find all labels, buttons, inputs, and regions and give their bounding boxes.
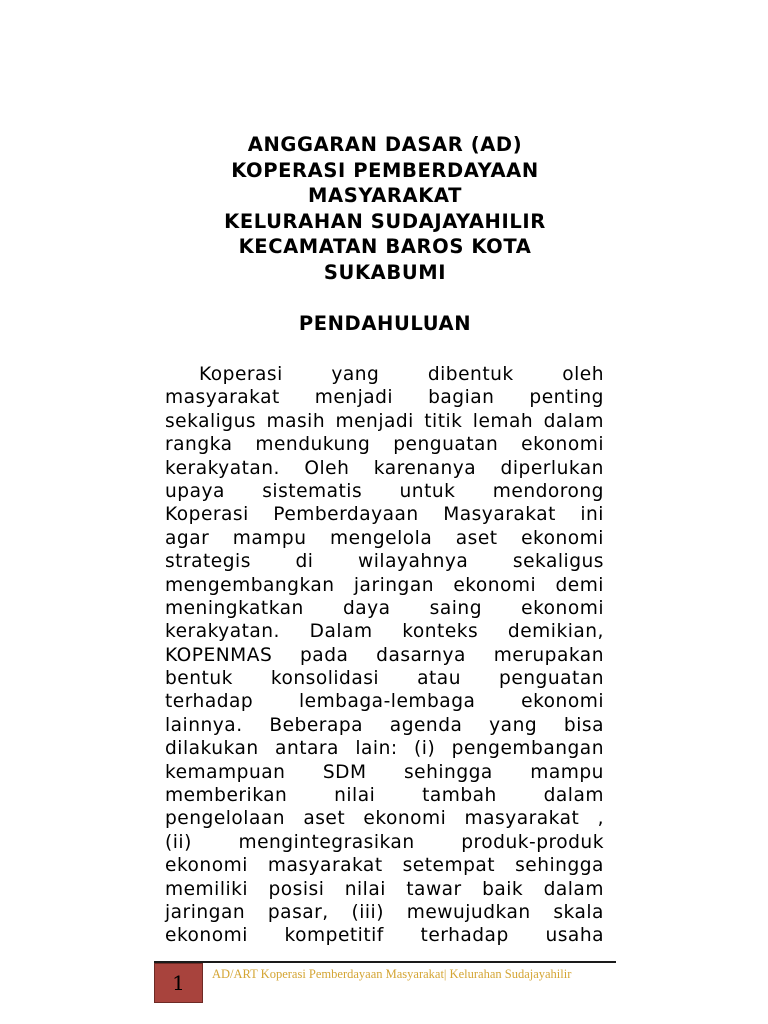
body-word: dalam — [543, 785, 604, 807]
body-line — [165, 690, 604, 713]
body-word: penguatan — [499, 668, 604, 690]
body-word: pasar, — [267, 901, 329, 923]
body-word: pada — [300, 644, 349, 666]
footer-running-text: AD/ART Koperasi Pemberdayaan Masyarakat| Kelurahan Sudajayahilir — [212, 967, 572, 981]
body-word: ekonomi — [521, 691, 604, 713]
body-word: Oleh — [304, 457, 350, 479]
body-paragraph — [165, 363, 604, 948]
body-line — [165, 550, 604, 573]
body-word: ini — [580, 504, 604, 526]
body-word: untuk — [399, 480, 456, 502]
body-word: kerakyatan. — [165, 621, 280, 643]
body-word: (iii) — [351, 901, 384, 923]
body-word: memberikan — [165, 785, 288, 807]
body-line — [165, 807, 604, 830]
body-word: mengembangkan — [165, 574, 335, 596]
title-line: KELURAHAN SUDAJAYAHILIR — [224, 209, 546, 233]
body-line — [165, 714, 604, 737]
title-line: KOPERASI PEMBERDAYAAN — [231, 158, 539, 182]
body-word: nilai — [334, 785, 376, 807]
body-word: atau — [417, 668, 461, 690]
body-word: pengelolaan — [165, 808, 286, 830]
body-line — [165, 410, 604, 433]
body-word: saing — [429, 597, 483, 619]
body-word: konsolidasi — [270, 668, 380, 690]
body-word: aset — [455, 527, 498, 549]
body-line — [165, 667, 604, 690]
body-word: mewujudkan — [406, 901, 531, 923]
body-line — [165, 831, 604, 854]
body-line — [165, 901, 604, 924]
body-word: dalam — [543, 878, 604, 900]
body-word: masyarakat — [267, 855, 383, 877]
body-word: baik — [482, 878, 524, 900]
body-word: penting — [529, 387, 604, 409]
body-line — [165, 433, 604, 456]
body-word: tambah — [422, 785, 497, 807]
body-line — [165, 784, 604, 807]
body-word: ekonomi — [165, 855, 248, 877]
body-word: memiliki — [165, 878, 249, 900]
body-word: setempat — [402, 855, 496, 877]
body-word: wilayahnya — [358, 551, 469, 573]
body-word: Koperasi — [199, 364, 283, 385]
body-word: skala — [553, 901, 604, 923]
body-word: mampu — [232, 527, 307, 549]
body-word: kerakyatan. — [165, 457, 280, 479]
body-word: demi — [555, 574, 604, 596]
footer-divider — [154, 961, 616, 963]
body-word: nilai — [344, 878, 386, 900]
body-word: lainnya. — [165, 714, 243, 736]
body-word: bagian — [428, 387, 495, 409]
body-word: penguatan — [393, 434, 499, 456]
body-word: diperlukan — [500, 457, 604, 479]
body-word: sehingga — [515, 855, 604, 877]
body-word: yang — [331, 364, 380, 385]
body-line — [165, 480, 604, 503]
body-word: kompetitif — [284, 925, 384, 947]
body-word: mengelola — [330, 527, 433, 549]
body-word: sekaligus — [512, 551, 604, 573]
body-line — [165, 457, 604, 480]
body-word: Beberapa — [269, 714, 364, 736]
body-word: merupakan — [493, 644, 604, 666]
body-line — [165, 597, 604, 620]
body-word: Pemberdayaan — [273, 504, 419, 526]
body-word: tawar — [406, 878, 462, 900]
body-word: sistematis — [262, 480, 363, 502]
body-word: lemah — [472, 410, 534, 432]
section-heading: PENDAHULUAN — [298, 312, 472, 335]
body-word: menjadi — [335, 410, 414, 432]
body-word: strategis — [165, 551, 251, 573]
body-word: mengintegrasikan — [238, 831, 415, 853]
body-word: karenanya — [373, 457, 477, 479]
body-word: usaha — [545, 925, 604, 947]
body-word: demikian, — [507, 621, 604, 643]
body-word: dasarnya — [376, 644, 466, 666]
body-word: aset — [303, 808, 346, 830]
body-word: masih — [266, 410, 326, 432]
body-word: oleh — [562, 364, 604, 385]
body-word: agenda — [389, 714, 463, 736]
body-line — [165, 644, 604, 667]
body-word: mendukung — [255, 434, 371, 456]
body-word: sehingga — [403, 761, 493, 783]
body-word: ekonomi — [453, 574, 537, 596]
body-line — [165, 503, 604, 526]
body-line — [165, 761, 604, 784]
body-word: ekonomi — [165, 925, 248, 947]
body-word: jaringan — [353, 574, 435, 596]
body-word: produk-produk — [461, 831, 604, 853]
body-word: titik — [424, 410, 463, 432]
body-word: SDM — [322, 761, 367, 783]
title-line: MASYARAKAT — [308, 184, 462, 207]
body-word: terhadap — [165, 691, 254, 713]
body-word: mampu — [530, 761, 604, 783]
body-word: di — [295, 551, 314, 573]
body-line — [165, 574, 604, 597]
body-word: kemampuan — [165, 761, 286, 783]
body-line — [165, 527, 604, 550]
body-word: KOPENMAS — [165, 644, 273, 666]
body-line — [165, 854, 604, 877]
body-word: jaringan — [165, 901, 246, 923]
body-line — [165, 386, 604, 409]
body-word: dilakukan — [165, 738, 259, 760]
body-line — [165, 363, 604, 386]
body-word: ekonomi — [521, 434, 604, 456]
body-word: Dalam — [309, 621, 373, 643]
body-word: masyarakat — [464, 808, 580, 830]
title-line: KECAMATAN BAROS KOTA — [238, 235, 532, 258]
body-word: bisa — [563, 714, 604, 736]
body-word: agar — [165, 527, 210, 549]
body-word: bentuk — [165, 668, 233, 690]
title-line: SUKABUMI — [323, 260, 447, 284]
body-line — [165, 737, 604, 760]
body-word: daya — [342, 597, 391, 619]
body-word: meningkatkan — [165, 597, 304, 619]
body-word: ekonomi — [521, 597, 604, 619]
body-word: upaya — [165, 480, 225, 502]
body-word: Koperasi — [165, 504, 249, 526]
body-word: (i) — [414, 738, 436, 760]
body-word: Masyarakat — [443, 504, 556, 526]
body-word: dalam — [543, 410, 604, 432]
body-word: yang — [489, 714, 538, 736]
body-word: lain: — [355, 738, 398, 760]
body-word: sekaligus — [165, 410, 257, 432]
title-line: ANGGARAN DASAR (AD) — [247, 133, 523, 156]
page-number: 1 — [154, 963, 203, 1003]
body-word: , — [597, 808, 604, 830]
body-word: konteks — [402, 621, 479, 643]
document-title — [165, 132, 605, 285]
body-word: masyarakat — [165, 387, 280, 409]
body-line — [165, 878, 604, 901]
body-word: lembaga-lembaga — [298, 691, 476, 713]
body-word: antara — [275, 738, 339, 760]
body-word: terhadap — [420, 925, 509, 947]
body-word: (ii) — [165, 831, 192, 853]
body-line — [165, 620, 604, 643]
body-word: posisi — [268, 878, 325, 900]
body-word: ekonomi — [521, 527, 604, 549]
body-word: pengembangan — [451, 738, 604, 760]
body-line — [165, 924, 604, 947]
body-word: dibentuk — [427, 364, 514, 385]
body-word: ekonomi — [363, 808, 447, 830]
body-word: menjadi — [314, 387, 394, 409]
body-word: rangka — [165, 434, 233, 456]
body-word: mendorong — [492, 480, 604, 502]
